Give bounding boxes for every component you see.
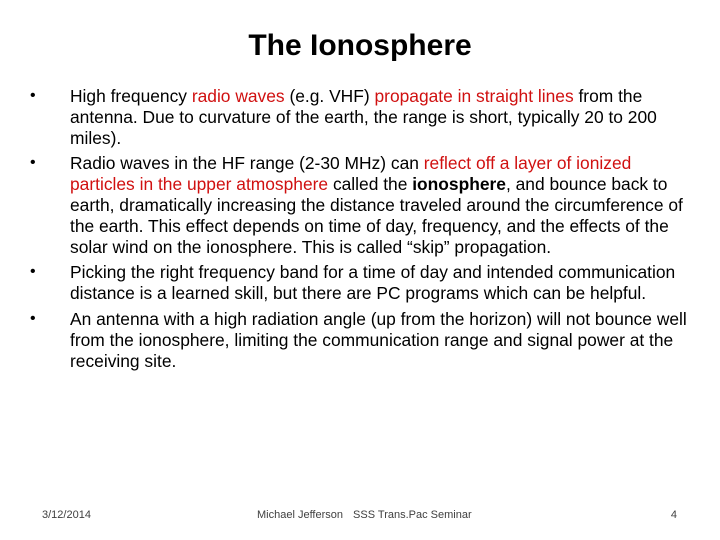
footer-page-number: 4	[670, 509, 677, 521]
footer-date: 3/12/2014	[42, 509, 91, 521]
footer-event: SSS Trans.Pac Seminar	[353, 509, 472, 521]
slide-title: The Ionosphere	[248, 29, 472, 62]
bullet-1-highlight-radio-waves: radio waves	[191, 86, 285, 106]
bullet-icon: •	[30, 309, 36, 327]
bullet-1-highlight-straight-lines: propagate in straight lines	[374, 86, 574, 106]
bullet-2-highlight-reflect: reflect off a layer of ionized particles in the upper atmosphere	[70, 153, 632, 195]
bullet-icon: •	[30, 263, 36, 281]
bullet-item-1	[30, 86, 690, 148]
footer-center	[257, 508, 472, 522]
bullet-icon: •	[30, 154, 36, 172]
bullet-list	[30, 86, 690, 376]
bullet-3-text: Picking the right frequency band for a time of day and intended communication distance is a learned skill, but there are PC programs which can be helpful.	[70, 262, 676, 304]
bullet-2-text-b: called the	[328, 174, 413, 195]
bullet-4-text: An antenna with a high radiation angle (up from the horizon) will not bounce well from the ionosphere, limiting the communication range and signal power at the receiving site.	[70, 308, 687, 371]
bullet-1-text-b: (e.g. VHF)	[284, 86, 375, 106]
bullet-item-3	[30, 262, 690, 304]
bullet-icon: •	[30, 87, 36, 104]
bullet-2-bold-ionosphere: ionosphere	[412, 174, 506, 195]
bullet-2-text-c: , and bounce back to earth, dramatically increasing the distance traveled around the circumference of the earth. This effect depends on time of day, frequency, and the effects of the solar wind on the ionosphere. This is called “skip” propagation.	[70, 174, 683, 257]
bullet-item-4	[30, 309, 690, 371]
bullet-1-text-c: from the antenna. Due to curvature of the earth, the range is short, typically 20 to 200 miles).	[70, 86, 657, 148]
bullet-item-2	[30, 153, 690, 257]
footer-author: Michael Jefferson	[257, 509, 344, 521]
bullet-1-text-a: High frequency	[70, 86, 192, 106]
bullet-2-text-a: Radio waves in the HF range (2-30 MHz) can	[70, 153, 424, 174]
